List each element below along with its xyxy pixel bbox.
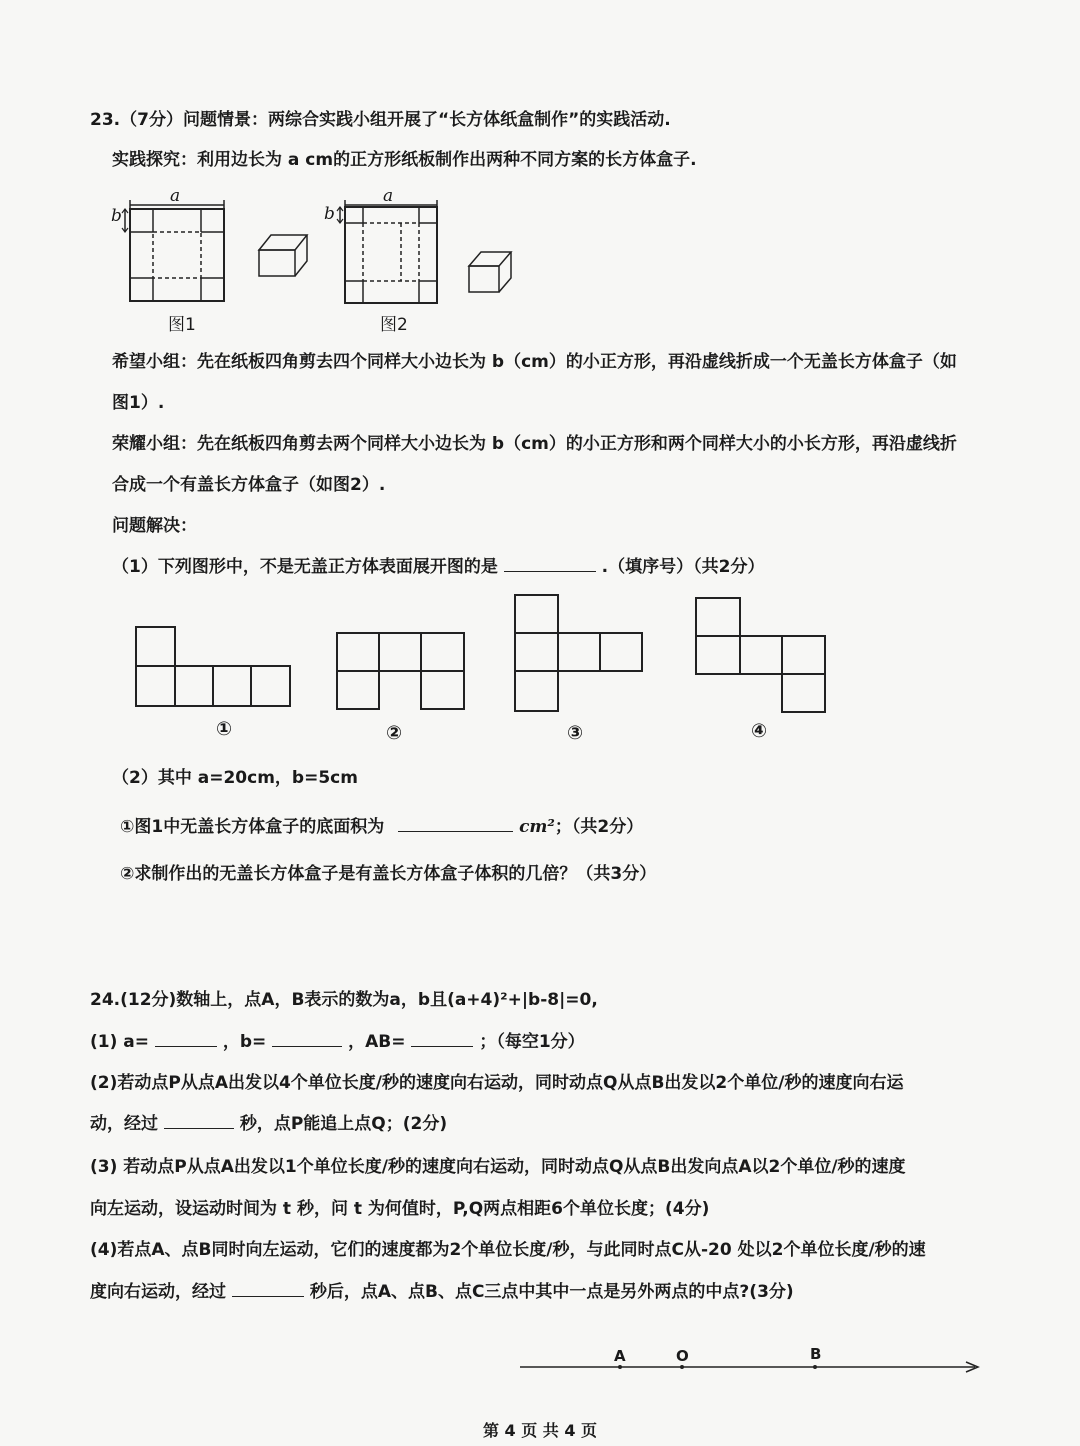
lidded-box-drawing [465, 248, 525, 298]
q23-part2-1-unit: cm² [519, 817, 555, 837]
page-footer: 第 4 页 共 4 页 [482, 1421, 598, 1440]
q23-part2: （2）其中 a=20cm，b=5cm [112, 768, 358, 788]
fig1-label: 图1 [168, 315, 196, 335]
q24-part2-answer-blank[interactable] [164, 1112, 234, 1129]
q23-part2-1-text: ①图1中无盖长方体盒子的底面积为 [120, 817, 385, 837]
q24-title: 24.(12分)数轴上，点A，B表示的数为a，b且(a+4)²+|b-8|=0, [90, 990, 598, 1010]
q23-part2-2: ②求制作出的无盖长方体盒子是有盖长方体盒子体积的几倍？（共3分） [120, 864, 657, 884]
q23-title: 23.（7分）问题情景：两综合实践小组开展了“长方体纸盒制作”的实践活动. [90, 110, 671, 130]
q23-glory-group-1: 荣耀小组：先在纸板四角剪去两个同样大小边长为 b（cm）的小正方形和两个同样大小的小长方形，再沿虚线折 [112, 434, 957, 454]
q23-part2-1-answer-blank[interactable] [398, 815, 513, 832]
fig2-dim-b: b [324, 204, 335, 224]
q24-b-answer-blank[interactable] [272, 1030, 342, 1047]
q24-a-answer-blank[interactable] [155, 1030, 217, 1047]
fig1-dim-b: b [111, 206, 122, 226]
q23-part1 [112, 555, 764, 579]
q23-glory-group-2: 合成一个有盖长方体盒子（如图2）. [112, 475, 386, 495]
axis-label-a: A [614, 1347, 626, 1365]
q24-part1-b-label: ，b= [222, 1032, 267, 1052]
q24-part4-prefix: 度向右运动，经过 [90, 1282, 226, 1302]
q24-part4-line2 [90, 1280, 794, 1304]
net-4-label: ④ [751, 720, 768, 742]
q23-hope-group-1: 希望小组：先在纸板四角剪去四个同样大小边长为 b（cm）的小正方形，再沿虚线折成一个无盖长方体盒子（如 [112, 352, 957, 372]
q23-part2-1 [120, 815, 643, 839]
fig1-dim-a: a [170, 186, 181, 206]
number-line [520, 1360, 985, 1380]
open-box-drawing [255, 230, 315, 290]
q23-part1-suffix: .（填序号）（共2分） [601, 557, 765, 577]
net-3 [514, 594, 646, 714]
q24-part1-a-label: (1) a= [90, 1032, 150, 1052]
q24-part4-suffix: 秒后，点A、点B、点C三点中其中一点是另外两点的中点?(3分) [309, 1282, 794, 1302]
q24-part2-suffix: 秒，点P能追上点Q；(2分) [239, 1114, 448, 1134]
q24-part1-ab-label: ，AB= [348, 1032, 406, 1052]
q23-part1-text: （1）下列图形中，不是无盖正方体表面展开图的是 [112, 557, 498, 577]
axis-label-b: B [810, 1345, 822, 1363]
q23-part2-1-suffix: ；（共2分） [554, 817, 644, 837]
q23-solve: 问题解决： [112, 516, 197, 536]
net-1-label: ① [216, 718, 233, 740]
q24-part2-prefix: 动，经过 [90, 1114, 158, 1134]
q24-ab-answer-blank[interactable] [411, 1030, 473, 1047]
q24-part1-suffix: ；（每空1分） [479, 1032, 585, 1052]
q23-explore: 实践探究：利用边长为 a cm的正方形纸板制作出两种不同方案的长方体盒子. [112, 150, 697, 170]
fig2-dim-a: a [383, 186, 394, 206]
q24-part3-line2: 向左运动，设运动时间为 t 秒，问 t 为何值时，P,Q两点相距6个单位长度；(4分) [90, 1199, 710, 1219]
q24-part3-line1: (3) 若动点P从点A出发以1个单位长度/秒的速度向右运动，同时动点Q从点B出发向点A以2个单位/秒的速度 [90, 1157, 906, 1177]
q24-part2-line1: (2)若动点P从点A出发以4个单位长度/秒的速度向右运动，同时动点Q从点B出发以2个单位/秒的速度向右运 [90, 1073, 904, 1093]
net-2-label: ② [386, 722, 403, 744]
net-2 [336, 632, 468, 712]
axis-label-o: O [676, 1347, 689, 1365]
q24-part4-answer-blank[interactable] [232, 1280, 304, 1297]
q23-part1-answer-blank[interactable] [504, 555, 596, 572]
q23-hope-group-2: 图1）. [112, 393, 165, 413]
net-3-label: ③ [567, 722, 584, 744]
fig2-label: 图2 [380, 315, 408, 335]
q24-part1 [90, 1030, 585, 1054]
net-4 [695, 597, 830, 715]
net-1 [135, 626, 295, 708]
q24-part2-line2 [90, 1112, 447, 1136]
q24-part4-line1: (4)若点A、点B同时向左运动，它们的速度都为2个单位长度/秒，与此同时点C从-20 处以2个单位长度/秒的速 [90, 1240, 926, 1260]
